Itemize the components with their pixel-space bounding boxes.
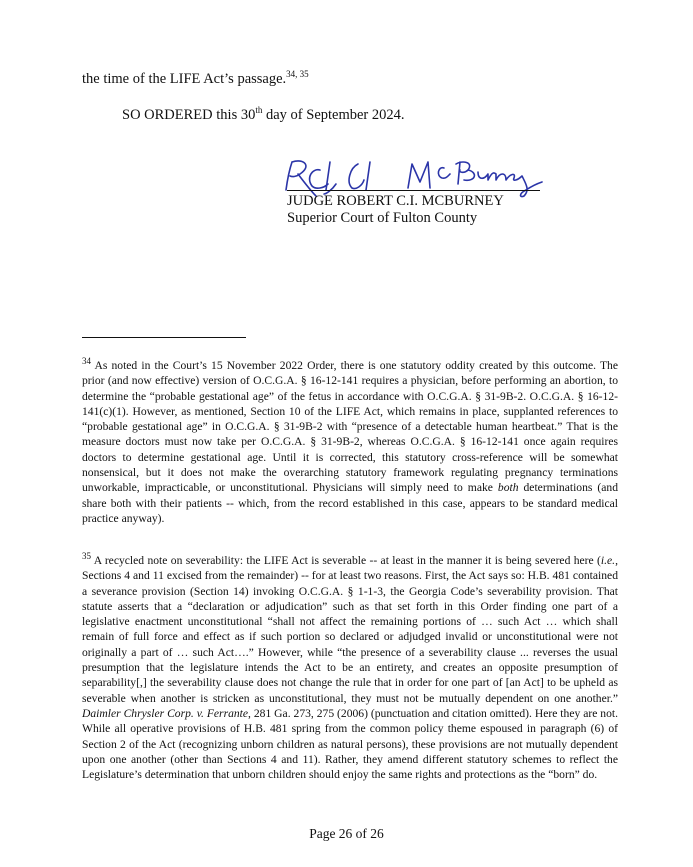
footnote-text: A recycled note on severability: the LIFE Act is severable -- at least in the manner it is being severed here (: [91, 554, 601, 567]
signature-line: [287, 190, 540, 191]
footnote-number: 34: [82, 356, 91, 367]
order-rest: day of September 2024.: [262, 107, 405, 123]
order-prefix: SO ORDERED this 30: [122, 107, 256, 123]
opening-line-text: the time of the LIFE Act’s passage.: [82, 71, 287, 87]
footnote-text: , Sections 4 and 11 excised from the remainder) -- for at least two reasons. First, the Act says so: H.B. 481 contained a severance provision (Section 14) invoking O.C.G.A. § 1-1-3, the Georgia Code’s severability provision. That statute asserts that a “declaration or adjudication” such as that set forth in this Order finding one part of a legislative enactment unconstitutional “shall not affect the remaining portions of … such Act … which shall remain of full force and effect as if such portion so declared or adjudged invalid or unconstitutional were not originally a part of … such Act….” However, while “the presence of a severability clause ... reverses the usual presumption that the legislature intends the Act to be an entirety, and creates an opposite presumption of separability[,] the severability clause does not change the rule that in order for one part of [an Act] to be upheld as severable when another is stricken as unconstitutional, they must not be mutually dependent on one another.”: [82, 554, 618, 705]
footnote-text: As noted in the Court’s 15 November 2022 Order, there is one statutory oddity created by this outcome. The prior (and now effective) version of O.C.G.A. § 16-12-141 requires a physician, before performing an abortion, to determine the “probable gestational age” of the fetus in accordance with O.C.G.A. § 31-9B-2. O.C.G.A. § 16-12-141(c)(1). However, as mentioned, Section 10 of the LIFE Act, which remains in place, supplanted references to “probable gestational age” in O.C.G.A. § 31-9B-2 with “presence of a detectable human heartbeat.” That is the measure doctors must now take per O.C.G.A. § 31-9B-2, whereas O.C.G.A. § 16-12-141 once again requires doctors to determine gestational age. Until it is corrected, this statutory cross-reference will be somewhat nonsensical, but it does not make the overarching statutory framework regulating pregnancy terminations unworkable, impracticable, or unconstitutional. Physicians will simply need to make: [82, 359, 618, 495]
footnote-refs: 34, 35: [286, 69, 309, 80]
footnote-separator: [82, 337, 246, 338]
footnote-number: 35: [82, 551, 91, 562]
so-ordered-line: [122, 106, 405, 124]
page-number: Page 26 of 26: [309, 826, 384, 841]
case-citation: Daimler Chrysler Corp. v. Ferrante: [82, 706, 249, 720]
footnote-emphasis: both: [497, 481, 519, 495]
footnote-35: [82, 553, 618, 782]
judge-name: JUDGE ROBERT C.I. MCBURNEY: [287, 193, 504, 209]
order-ordinal-suffix: th: [255, 105, 263, 116]
footnote-text: , 281 Ga. 273, 275 (2006) (punctuation and citation omitted). Here they are not. While all operative provisions of H.B. 481 spring from the common policy theme espoused in paragraph (6) of Section 2 of the Act (recognizing unborn children as natural persons), these provisions are not mutually dependent upon one another (other than Sections 4 and 11). Rather, they amend different statutory schemes to reflect the Legislature’s determination that unborn children should enjoy the same rights and protections as the “born” do.: [82, 706, 618, 782]
opening-line: [82, 70, 309, 88]
court-name: Superior Court of Fulton County: [287, 210, 478, 226]
footnote-emphasis: i.e.: [600, 554, 616, 567]
footnote-text: determinations (and share both with their patients -- which, from the record established in this case, appears to be standard medical practice anyway).: [82, 481, 618, 525]
footnote-34: [82, 358, 618, 526]
